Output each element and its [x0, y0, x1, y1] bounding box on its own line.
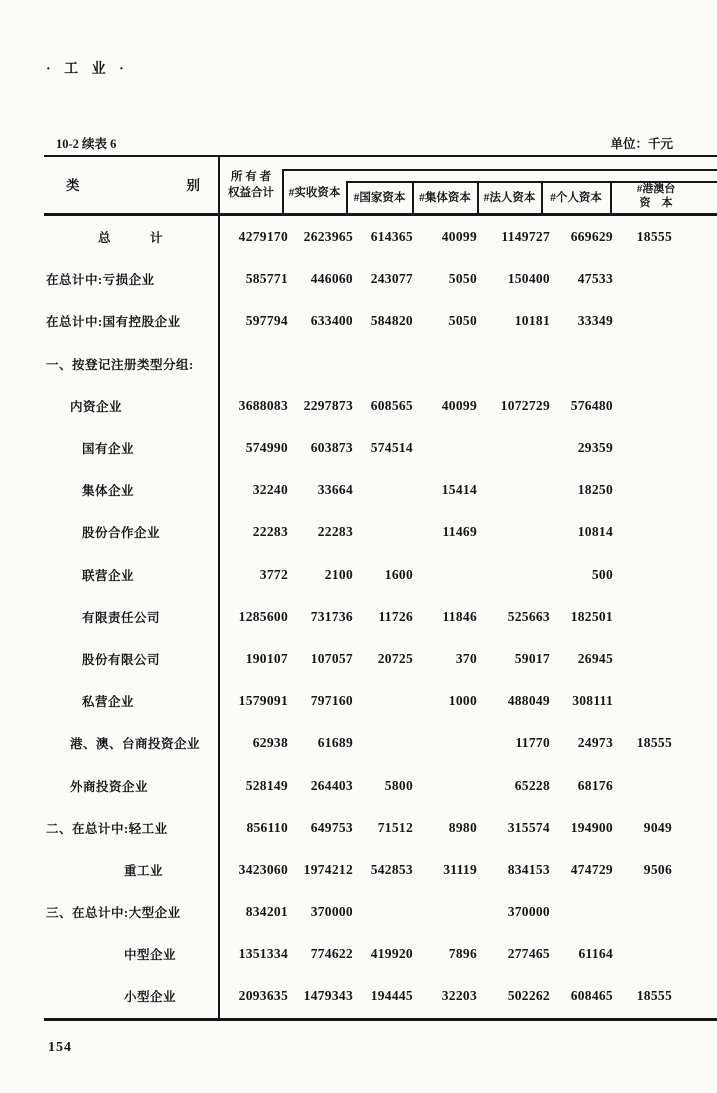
value-cell: 649753 — [310, 819, 353, 835]
value-cell: 31119 — [443, 861, 477, 877]
value-cell: 633400 — [310, 313, 353, 329]
value-cell: 277465 — [507, 946, 550, 962]
table-row — [44, 764, 717, 806]
header-owner-equity-line2: 权益合计 — [228, 187, 274, 199]
value-cell: 834153 — [507, 861, 550, 877]
value-cell: 61164 — [578, 946, 613, 962]
value-cell: 8980 — [448, 819, 477, 835]
value-cell: 797160 — [310, 693, 353, 709]
row-label: 有限责任公司 — [82, 610, 161, 625]
table-row — [44, 258, 717, 300]
paidin-box-top-rule — [282, 169, 717, 171]
value-cell: 488049 — [507, 693, 550, 709]
value-cell: 3772 — [259, 566, 288, 582]
value-cell: 370 — [455, 650, 477, 666]
value-cell: 608465 — [570, 988, 613, 1004]
table-number: 10-2 续表 6 — [56, 137, 117, 151]
value-cell: 18555 — [636, 735, 672, 751]
value-cell: 150400 — [507, 271, 550, 287]
section-title: · 工 业 · — [46, 62, 129, 77]
row-label: 中型企业 — [124, 948, 177, 963]
value-cell: 370000 — [507, 904, 550, 920]
table-row — [44, 596, 717, 638]
value-cell: 59017 — [514, 650, 550, 666]
header-category — [44, 157, 218, 211]
header-paid-in-capital: #实收资本 — [288, 186, 341, 199]
value-cell: 2100 — [324, 566, 353, 582]
table-row — [44, 722, 717, 764]
value-cell: 9506 — [643, 861, 672, 877]
value-cell: 11726 — [378, 608, 413, 624]
value-cell: 5050 — [448, 313, 477, 329]
header-collective-capital: #集体资本 — [419, 192, 471, 204]
value-cell: 2093635 — [238, 988, 288, 1004]
table-row — [44, 975, 717, 1017]
row-label: 私营企业 — [82, 695, 135, 710]
value-cell: 856110 — [246, 819, 288, 835]
value-cell: 1600 — [384, 566, 413, 582]
table-row — [44, 343, 717, 385]
value-cell: 608565 — [370, 397, 413, 413]
header-owner-equity-line1: 所 有 者 — [230, 171, 272, 183]
value-cell: 47533 — [577, 271, 613, 287]
unit-label: 单位：千元 — [610, 137, 673, 151]
value-cell: 107057 — [310, 650, 353, 666]
value-cell: 2297873 — [303, 397, 353, 413]
value-cell: 182501 — [570, 608, 613, 624]
value-cell: 614365 — [370, 229, 413, 245]
table-row — [44, 216, 717, 258]
table-body — [44, 216, 717, 1018]
value-cell: 528149 — [245, 777, 288, 793]
row-label: 联营企业 — [82, 568, 135, 583]
row-label: 三、在总计中:大型企业 — [46, 906, 181, 921]
row-label: 外商投资企业 — [70, 779, 149, 794]
value-cell: 3423060 — [238, 861, 288, 877]
value-cell: 18250 — [577, 482, 613, 498]
value-cell: 584820 — [370, 313, 413, 329]
row-label: 港、澳、台商投资企业 — [70, 737, 201, 752]
table-row — [44, 849, 717, 891]
value-cell: 1149727 — [501, 229, 550, 245]
value-cell: 22283 — [252, 524, 288, 540]
value-cell: 15414 — [441, 482, 477, 498]
value-cell: 243077 — [370, 271, 413, 287]
value-cell: 33664 — [317, 482, 353, 498]
value-cell: 65228 — [514, 777, 550, 793]
header-category-right: 别 — [186, 178, 200, 193]
value-cell: 40099 — [441, 229, 477, 245]
value-cell: 68176 — [577, 777, 613, 793]
table-row — [44, 638, 717, 680]
row-label: 小型企业 — [124, 990, 177, 1005]
row-label: 集体企业 — [82, 484, 135, 499]
value-cell: 29359 — [577, 440, 613, 456]
value-cell: 1479343 — [303, 988, 353, 1004]
value-cell: 525663 — [507, 608, 550, 624]
value-cell: 574514 — [370, 440, 413, 456]
row-label: 二、在总计中:轻工业 — [46, 821, 168, 836]
page-number: 154 — [48, 1040, 72, 1055]
value-cell: 1974212 — [303, 861, 353, 877]
value-cell: 11770 — [515, 735, 550, 751]
table-bottom-rule — [44, 1018, 717, 1021]
row-label: 股份合作企业 — [82, 526, 161, 541]
value-cell: 61689 — [317, 735, 353, 751]
value-cell: 597794 — [245, 313, 288, 329]
value-cell: 774622 — [310, 946, 353, 962]
value-cell: 10814 — [577, 524, 613, 540]
value-cell: 474729 — [570, 861, 613, 877]
row-label: 内资企业 — [70, 399, 123, 414]
value-cell: 731736 — [310, 608, 353, 624]
header-owner-equity — [220, 160, 282, 210]
value-cell: 1000 — [448, 693, 477, 709]
table-row — [44, 807, 717, 849]
value-cell: 5800 — [384, 777, 413, 793]
value-cell: 40099 — [441, 397, 477, 413]
value-cell: 370000 — [310, 904, 353, 920]
row-label: 一、按登记注册类型分组: — [46, 357, 194, 372]
value-cell: 500 — [591, 566, 613, 582]
value-cell: 669629 — [570, 229, 613, 245]
value-cell: 446060 — [310, 271, 353, 287]
value-cell: 33349 — [577, 313, 613, 329]
value-cell: 2623965 — [303, 229, 353, 245]
header-state-capital: #国家资本 — [353, 192, 406, 204]
table-row — [44, 300, 717, 342]
value-cell: 1285600 — [238, 608, 288, 624]
value-cell: 26945 — [577, 650, 613, 666]
value-cell: 3688083 — [238, 397, 288, 413]
value-cell: 419920 — [370, 946, 413, 962]
value-cell: 18555 — [636, 229, 672, 245]
value-cell: 1579091 — [238, 693, 288, 709]
value-cell: 502262 — [507, 988, 550, 1004]
header-category-left: 类 — [66, 178, 80, 193]
row-label: 国有企业 — [82, 442, 135, 457]
value-cell: 5050 — [448, 271, 477, 287]
table-row — [44, 385, 717, 427]
value-cell: 62938 — [252, 735, 288, 751]
table-row — [44, 469, 717, 511]
header-legal-person-capital: #法人资本 — [483, 192, 536, 204]
table-row — [44, 680, 717, 722]
value-cell: 9049 — [643, 819, 672, 835]
value-cell: 4279170 — [238, 229, 288, 245]
value-cell: 315574 — [507, 819, 550, 835]
value-cell: 32203 — [441, 988, 477, 1004]
value-cell: 585771 — [245, 271, 288, 287]
value-cell: 542853 — [370, 861, 413, 877]
value-cell: 834201 — [245, 904, 288, 920]
value-cell: 603873 — [310, 440, 353, 456]
value-cell: 18555 — [636, 988, 672, 1004]
table-row — [44, 427, 717, 469]
value-cell: 576480 — [570, 397, 613, 413]
table-row — [44, 554, 717, 596]
header-hmt-capital — [612, 181, 700, 212]
value-cell: 264403 — [310, 777, 353, 793]
table-row — [44, 511, 717, 553]
value-cell: 1351334 — [238, 946, 288, 962]
value-cell: 194445 — [370, 988, 413, 1004]
row-label: 在总计中:国有控股企业 — [46, 315, 181, 330]
value-cell: 24973 — [577, 735, 613, 751]
value-cell: 11846 — [442, 608, 477, 624]
value-cell: 190107 — [245, 650, 288, 666]
value-cell: 574990 — [245, 440, 288, 456]
row-label: 总 计 — [98, 231, 164, 246]
row-label: 在总计中:亏损企业 — [46, 273, 155, 288]
value-cell: 7896 — [448, 946, 477, 962]
header-hmt-capital-line1: #港澳台 — [636, 183, 676, 195]
value-cell: 71512 — [377, 819, 413, 835]
row-label: 重工业 — [124, 863, 164, 878]
header-personal-capital: #个人资本 — [550, 192, 602, 204]
value-cell: 1072729 — [500, 397, 550, 413]
value-cell: 20725 — [377, 650, 413, 666]
value-cell: 308111 — [572, 693, 613, 709]
value-cell: 194900 — [570, 819, 613, 835]
table-row — [44, 891, 717, 933]
row-label: 股份有限公司 — [82, 652, 161, 667]
value-cell: 22283 — [317, 524, 353, 540]
table-row — [44, 933, 717, 975]
value-cell: 10181 — [514, 313, 550, 329]
value-cell: 32240 — [252, 482, 288, 498]
value-cell: 11469 — [442, 524, 477, 540]
header-hmt-capital-line2: 资 本 — [639, 196, 673, 209]
